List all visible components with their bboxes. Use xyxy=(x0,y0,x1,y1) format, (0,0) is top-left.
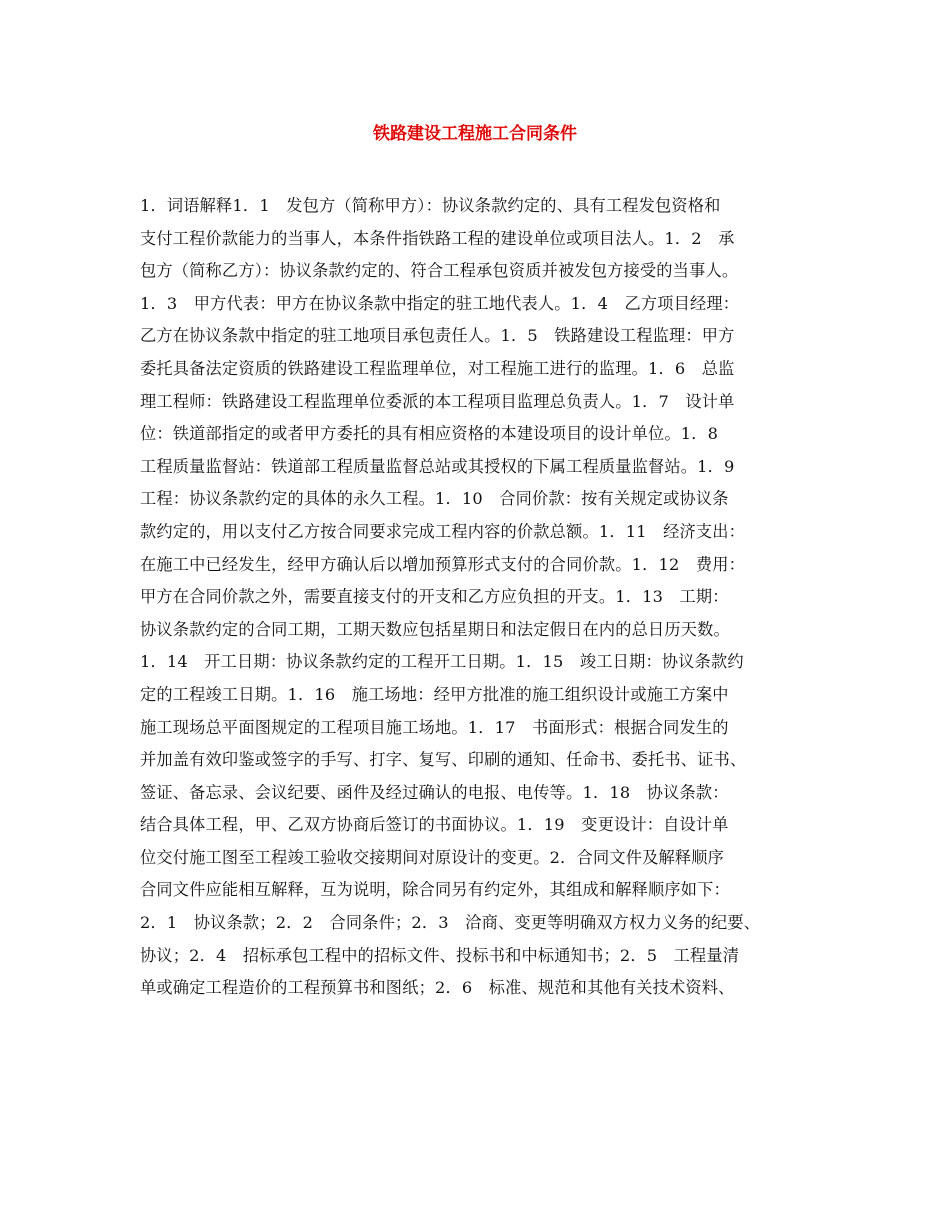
body-line: 在施工中已经发生，经甲方确认后以增加预算形式支付的合同价款。1．12 费用： xyxy=(140,554,746,574)
body-line: 协议条款约定的合同工期，工期天数应包括星期日和法定假日在内的总日历天数。 xyxy=(140,619,730,639)
body-line: 甲方在合同价款之外，需要直接支付的开支和乙方应负担的开支。1．13 工期： xyxy=(140,587,729,607)
body-line: 施工现场总平面图规定的工程项目施工场地。1．17 书面形式：根据合同发生的 xyxy=(140,717,729,737)
body-line: 1．词语解释1．1 发包方（简称甲方）：协议条款约定的、具有工程发包资格和 xyxy=(140,196,721,215)
body-line: 结合具体工程，甲、乙双方协商后签订的书面协议。1．19 变更设计：自设计单 xyxy=(140,815,729,835)
body-line: 签证、备忘录、会议纪要、函件及经过确认的电报、电传等。1．18 协议条款： xyxy=(140,782,729,802)
body-line: 工程：协议条款约定的具体的永久工程。1．10 合同价款：按有关规定或协议条 xyxy=(140,489,729,509)
body-line: 1．14 开工日期：协议条款约定的工程开工日期。1．15 竣工日期：协议条款约 xyxy=(140,652,744,672)
body-line: 乙方在协议条款中指定的驻工地项目承包责任人。1．5 铁路建设工程监理：甲方 xyxy=(140,326,735,346)
body-line: 1．3 甲方代表：甲方在协议条款中指定的驻工地代表人。1．4 乙方项目经理： xyxy=(140,293,740,313)
body-line: 单或确定工程造价的工程预算书和图纸；2．6 标准、规范和其他有关技术资料、 xyxy=(140,978,735,998)
body-line: 款约定的，用以支付乙方按合同要求完成工程内容的价款总额。1．11 经济支出： xyxy=(140,521,746,541)
body-line: 位交付施工图至工程竣工验收交接期间对原设计的变更。2．合同文件及解释顺序 xyxy=(140,847,725,867)
body-line: 2．1 协议条款；2．2 合同条件；2．3 洽商、变更等明确双方权力义务的纪要、 xyxy=(140,913,761,933)
body-line: 定的工程竣工日期。1．16 施工场地：经甲方批准的施工组织设计或施工方案中 xyxy=(140,684,729,704)
document-body xyxy=(140,190,830,1005)
body-line: 理工程师：铁路建设工程监理单位委派的本工程项目监理总负责人。1．7 设计单 xyxy=(140,391,735,411)
document-title: 铁路建设工程施工合同条件 xyxy=(373,124,577,144)
body-line: 协议；2．4 招标承包工程中的招标文件、投标书和中标通知书；2．5 工程量清 xyxy=(140,945,740,965)
body-line: 委托具备法定资质的铁路建设工程监理单位，对工程施工进行的监理。1．6 总监 xyxy=(140,358,735,378)
body-line: 合同文件应能相互解释，互为说明，除合同另有约定外，其组成和解释顺序如下： xyxy=(140,880,730,900)
body-line: 支付工程价款能力的当事人，本条件指铁路工程的建设单位或项目法人。1．2 承 xyxy=(140,228,735,248)
body-line: 位：铁道部指定的或者甲方委托的具有相应资格的本建设项目的设计单位。1．8 xyxy=(140,424,719,444)
body-line: 包方（简称乙方）：协议条款约定的、符合工程承包资质并被发包方接受的当事人。 xyxy=(140,261,739,281)
body-line: 工程质量监督站：铁道部工程质量监督总站或其授权的下属工程质量监督站。1．9 xyxy=(140,456,735,476)
body-line: 并加盖有效印鉴或签字的手写、打字、复写、印刷的通知、任命书、委托书、证书、 xyxy=(140,750,747,770)
